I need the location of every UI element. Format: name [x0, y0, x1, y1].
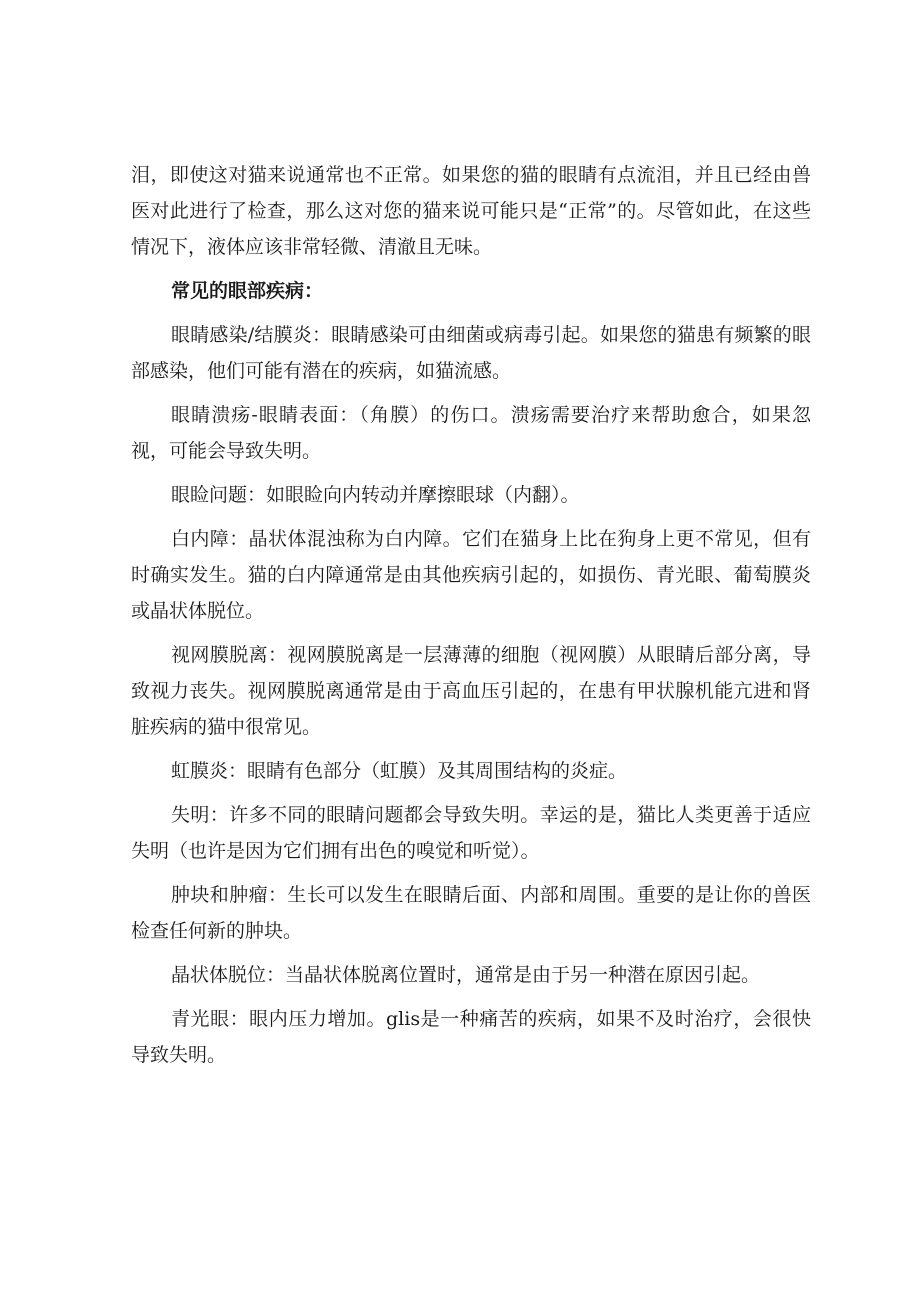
- paragraph-eye-ulcer: 眼睛溃疡-眼睛表面：（角膜）的伤口。溃疡需要治疗来帮助愈合，如果忽视，可能会导致失明。: [131, 404, 811, 462]
- document-body: [131, 157, 811, 1081]
- paragraph-retinal-detachment: 视网膜脱离：视网膜脱离是一层薄薄的细胞（视网膜）从眼睛后部分离，导致视力丧失。视网膜脱离通常是由于高血压引起的，在患有甲状腺机能亢进和肾脏疾病的猫中很常见。: [131, 644, 811, 738]
- paragraph-eyelid-problems: 眼睑问题：如眼睑向内转动并摩擦眼球（内翻）。: [171, 484, 580, 506]
- paragraph-iritis: 虹膜炎：眼睛有色部分（虹膜）及其周围结构的炎症。: [171, 760, 628, 782]
- paragraph-glaucoma: 青光眼：眼内压力增加。glis是一种痛苦的疾病，如果不及时治疗，会很快导致失明。: [131, 1008, 811, 1066]
- paragraph-blindness: 失明：许多不同的眼睛问题都会导致失明。幸运的是，猫比人类更善于适应失明（也许是因为它们拥有出色的嗅觉和听觉）。: [131, 804, 811, 862]
- paragraph-lens-luxation: 晶状体脱位：当晶状体脱离位置时，通常是由于另一种潜在原因引起。: [171, 964, 761, 986]
- paragraph-lumps-tumors: 肿块和肿瘤：生长可以发生在眼睛后面、内部和周围。重要的是让你的兽医检查任何新的肿块。: [131, 884, 811, 942]
- section-heading-common-eye-diseases: 常见的眼部疾病：: [171, 280, 324, 302]
- paragraph-intro-continuation: 泪，即使这对猫来说通常也不正常。如果您的猫的眼睛有点流泪，并且已经由兽医对此进行了检查，那么这对您的猫来说可能只是“正常”的。尽管如此，在这些情况下，液体应该非常轻微、清澈且无味。: [131, 164, 811, 258]
- paragraph-cataract: 白内障：晶状体混浊称为白内障。它们在猫身上比在狗身上更不常见，但有时确实发生。猫的白内障通常是由其他疾病引起的，如损伤、青光眼、葡萄膜炎或晶状体脱位。: [131, 528, 811, 622]
- paragraph-conjunctivitis: 眼睛感染/结膜炎：眼睛感染可由细菌或病毒引起。如果您的猫患有频繁的眼部感染，他们可能有潜在的疾病，如猫流感。: [131, 324, 811, 382]
